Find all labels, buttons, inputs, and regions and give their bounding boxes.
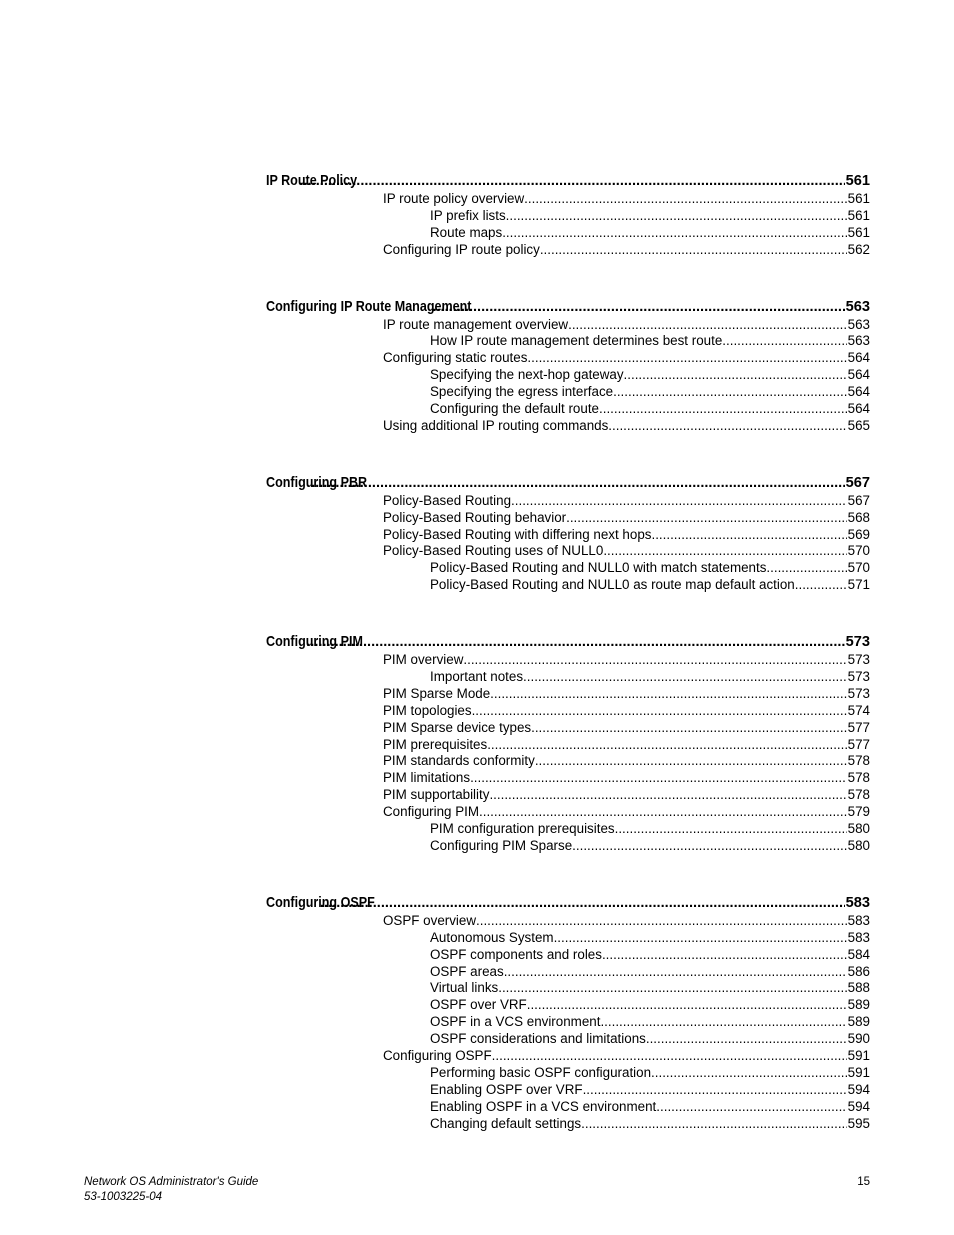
toc-subsection-entry[interactable]	[266, 384, 870, 401]
dot-leader	[613, 384, 847, 401]
toc-entry-page: 573	[847, 669, 870, 685]
dot-leader	[523, 669, 847, 686]
dot-leader	[472, 703, 847, 720]
toc-entry-title: OSPF overview	[383, 912, 477, 928]
toc-entry-page: 564	[847, 350, 870, 366]
toc-entry-title: Changing default settings	[430, 1115, 582, 1131]
toc-entry-title: IP route management overview	[383, 316, 569, 332]
dot-leader	[795, 577, 847, 594]
toc-entry-title: IP prefix lists	[430, 207, 506, 223]
toc-entry-title: PIM supportability	[383, 787, 490, 803]
toc-chapter	[266, 297, 870, 435]
toc-section-entry[interactable]	[266, 720, 870, 737]
toc-chapter-title: Configuring IP Route Management	[266, 298, 472, 315]
toc-entry-title: PIM configuration prerequisites	[430, 821, 615, 837]
dot-leader	[527, 997, 847, 1014]
toc-subsection-entry[interactable]	[266, 401, 870, 418]
toc-entry-title: OSPF in a VCS environment	[430, 1014, 601, 1030]
toc-entry-page: 590	[847, 1031, 870, 1047]
toc-subsection-entry[interactable]	[266, 1082, 870, 1099]
toc-entry-title: Configuring static routes	[383, 350, 528, 366]
dot-leader	[306, 632, 844, 652]
toc-subsection-entry[interactable]	[266, 225, 870, 242]
dot-leader	[651, 527, 846, 544]
dot-leader	[600, 1014, 846, 1031]
toc-entry-page: 584	[847, 946, 870, 962]
toc-subsection-entry[interactable]	[266, 1014, 870, 1031]
toc-entry-title: IP route policy overview	[383, 191, 525, 206]
dot-leader	[502, 225, 846, 242]
toc-subsection-entry[interactable]	[266, 947, 870, 964]
toc-entry-page: 563	[847, 333, 870, 349]
toc-subsection-entry[interactable]	[266, 1099, 870, 1116]
toc-subsection-entry[interactable]	[266, 930, 870, 947]
toc-entry-title: Specifying the next-hop gateway	[430, 367, 624, 383]
toc-entry-page: 586	[847, 963, 870, 979]
toc-entry-page: 573	[847, 685, 870, 701]
toc-section-entry[interactable]	[266, 770, 870, 787]
toc-section-entry[interactable]	[266, 737, 870, 754]
dot-leader	[540, 242, 847, 259]
dot-leader	[581, 1116, 847, 1133]
toc-entry-title: PIM standards conformity	[383, 753, 535, 769]
dot-leader	[487, 737, 846, 754]
toc-entry-page: 589	[847, 997, 870, 1013]
toc-entry-page: 561	[847, 191, 870, 206]
toc-chapter-heading[interactable]	[266, 171, 870, 191]
toc-entry-page: 568	[847, 509, 870, 525]
toc-subsection-entry[interactable]	[266, 577, 870, 594]
toc-entry-title: Configuring IP route policy	[383, 241, 540, 257]
dot-leader	[524, 191, 846, 208]
toc-subsection-entry[interactable]	[266, 838, 870, 855]
toc-entry-page: 589	[847, 1014, 870, 1030]
toc-subsection-entry[interactable]	[266, 964, 870, 981]
dot-leader	[572, 838, 846, 855]
toc-entry-page: 563	[847, 316, 870, 332]
dot-leader	[490, 686, 846, 703]
toc-subsection-entry[interactable]	[266, 333, 870, 350]
dot-leader	[476, 913, 847, 930]
toc-subsection-entry[interactable]	[266, 367, 870, 384]
dot-leader	[300, 171, 845, 191]
dot-leader	[583, 1082, 847, 1099]
toc-section-entry[interactable]	[266, 913, 870, 930]
dot-leader	[432, 297, 844, 317]
toc-entry-page: 570	[847, 560, 870, 576]
toc-section-entry[interactable]	[266, 527, 870, 544]
toc-section-entry[interactable]	[266, 191, 870, 208]
toc-entry-page: 570	[847, 543, 870, 559]
toc-entry-page: 579	[847, 804, 870, 820]
toc-section-entry[interactable]	[266, 350, 870, 367]
toc-entry-page: 562	[847, 241, 870, 257]
toc-section-entry[interactable]	[266, 652, 870, 669]
toc-entry-title: OSPF over VRF	[430, 997, 527, 1013]
toc-entry-title: PIM Sparse Mode	[383, 685, 491, 701]
toc-entry-page: 591	[847, 1064, 870, 1080]
toc-subsection-entry[interactable]	[266, 208, 870, 225]
dot-leader	[479, 804, 847, 821]
dot-leader	[651, 1065, 847, 1082]
toc-chapter	[266, 171, 870, 259]
toc-chapter-title: Configuring PIM	[266, 634, 363, 651]
dot-leader	[624, 367, 847, 384]
toc-chapter-page: 561	[845, 173, 870, 189]
toc-chapter-page: 573	[845, 634, 870, 651]
toc-entry-title: Policy-Based Routing	[383, 492, 512, 508]
toc-entry-title: Route maps	[430, 224, 503, 240]
toc-chapter-heading[interactable]	[266, 632, 870, 652]
toc-section-entry[interactable]	[266, 418, 870, 435]
toc-entry-page: 573	[847, 652, 870, 668]
toc-subsection-entry[interactable]	[266, 560, 870, 577]
toc-entry-page: 571	[847, 577, 870, 593]
toc-entry-page: 594	[847, 1081, 870, 1097]
toc-entry-title: Policy-Based Routing behavior	[383, 509, 567, 525]
toc-entry-title: PIM prerequisites	[383, 736, 488, 752]
dot-leader	[722, 333, 846, 350]
dot-leader	[615, 821, 847, 838]
toc-entry-title: Autonomous System	[430, 929, 554, 945]
toc-entry-title: Enabling OSPF in a VCS environment	[430, 1098, 657, 1114]
toc-section-entry[interactable]	[266, 703, 870, 720]
toc-entry-page: 565	[847, 417, 870, 433]
toc-entry-title: OSPF areas	[430, 963, 504, 979]
toc-entry-page: 580	[847, 821, 870, 837]
toc-subsection-entry[interactable]	[266, 821, 870, 838]
toc-entry-page: 583	[847, 929, 870, 945]
toc-entry-title: Policy-Based Routing and NULL0 with match statements	[430, 560, 767, 576]
toc-entry-page: 578	[847, 753, 870, 769]
toc-subsection-entry[interactable]	[266, 980, 870, 997]
toc-section-entry[interactable]	[266, 686, 870, 703]
toc-entry-page: 595	[847, 1115, 870, 1131]
toc-entry-title: PIM overview	[383, 652, 464, 668]
toc-chapter-heading[interactable]	[266, 473, 870, 493]
toc-chapter-page: 563	[845, 298, 870, 315]
toc-entry-title: Configuring OSPF	[383, 1047, 492, 1063]
toc-entry-title: Specifying the egress interface	[430, 384, 614, 400]
toc-entry-title: Configuring PIM Sparse	[430, 837, 573, 853]
dot-leader	[531, 720, 847, 737]
toc-section-entry[interactable]	[266, 317, 870, 334]
toc-chapter-title: Configuring PBR	[266, 474, 368, 491]
toc-section-entry[interactable]	[266, 804, 870, 821]
toc-entry-title: PIM topologies	[383, 702, 472, 718]
toc-section-entry[interactable]	[266, 493, 870, 510]
toc-entry-title: Performing basic OSPF configuration	[430, 1064, 652, 1080]
toc-entry-page: 594	[847, 1098, 870, 1114]
toc-entry-title: PIM limitations	[383, 770, 471, 786]
toc-entry-page: 588	[847, 980, 870, 996]
toc-chapter-title: IP Route Policy	[266, 173, 358, 189]
dot-leader	[320, 893, 845, 913]
dot-leader	[602, 947, 847, 964]
toc-entry-title: Using additional IP routing commands	[383, 417, 609, 433]
toc-entry-page: 564	[847, 384, 870, 400]
toc-entry-page: 578	[847, 787, 870, 803]
dot-leader	[608, 418, 846, 435]
toc-chapter-title: Configuring OSPF	[266, 894, 375, 911]
dot-leader	[554, 930, 847, 947]
dot-leader	[489, 787, 846, 804]
toc-entry-page: 561	[847, 224, 870, 240]
toc-entry-page: 577	[847, 719, 870, 735]
toc-subsection-entry[interactable]	[266, 997, 870, 1014]
dot-leader	[463, 652, 846, 669]
toc-section-entry[interactable]	[266, 543, 870, 560]
dot-leader	[646, 1031, 847, 1048]
toc-section-entry[interactable]	[266, 510, 870, 527]
toc-entry-title: Policy-Based Routing uses of NULL0	[383, 543, 604, 559]
toc-chapter	[266, 632, 870, 855]
toc-chapter	[266, 893, 870, 1133]
toc-entry-page: 569	[847, 526, 870, 542]
toc-chapter-page: 583	[845, 894, 870, 911]
toc-chapter-heading[interactable]	[266, 893, 870, 913]
toc-entry-title: How IP route management determines best route	[430, 333, 723, 349]
toc-entry-page: 578	[847, 770, 870, 786]
toc-entry-title: OSPF considerations and limitations	[430, 1031, 646, 1047]
dot-leader	[511, 493, 847, 510]
toc-chapter	[266, 473, 870, 594]
table-of-contents	[266, 171, 870, 1132]
page-footer	[84, 1175, 870, 1205]
dot-leader	[311, 473, 845, 493]
dot-leader	[504, 964, 847, 981]
toc-section-entry[interactable]	[266, 242, 870, 259]
toc-entry-page: 583	[847, 912, 870, 928]
footer-doc-number: 53-1003225-04	[84, 1191, 163, 1203]
dot-leader	[498, 980, 846, 997]
toc-subsection-entry[interactable]	[266, 1065, 870, 1082]
footer-page-number: 15	[857, 1176, 870, 1188]
toc-entry-page: 577	[847, 736, 870, 752]
dot-leader	[535, 753, 847, 770]
dot-leader	[568, 317, 847, 334]
toc-entry-page: 561	[847, 207, 870, 223]
toc-entry-title: Policy-Based Routing with differing next hops	[383, 526, 652, 542]
toc-entry-title: Configuring PIM	[383, 804, 480, 820]
dot-leader	[527, 350, 846, 367]
toc-entry-title: Virtual links	[430, 980, 499, 996]
dot-leader	[492, 1048, 847, 1065]
toc-entry-title: PIM Sparse device types	[383, 719, 532, 735]
toc-entry-page: 580	[847, 837, 870, 853]
toc-section-entry[interactable]	[266, 787, 870, 804]
toc-chapter-heading[interactable]	[266, 297, 870, 317]
dot-leader	[470, 770, 847, 787]
toc-entry-page: 567	[847, 492, 870, 508]
dot-leader	[766, 560, 846, 577]
toc-entry-page: 591	[847, 1047, 870, 1063]
toc-entry-title: Enabling OSPF over VRF	[430, 1081, 583, 1097]
toc-entry-title: Policy-Based Routing and NULL0 as route map default action	[430, 577, 795, 593]
toc-subsection-entry[interactable]	[266, 669, 870, 686]
toc-section-entry[interactable]	[266, 1048, 870, 1065]
dot-leader	[603, 543, 846, 560]
toc-chapter-page: 567	[845, 474, 870, 491]
dot-leader	[656, 1099, 846, 1116]
toc-entry-page: 564	[847, 401, 870, 417]
toc-entry-title: Configuring the default route	[430, 401, 599, 417]
toc-subsection-entry[interactable]	[266, 1116, 870, 1133]
toc-entry-title: Important notes	[430, 669, 524, 685]
dot-leader	[506, 208, 847, 225]
dot-leader	[566, 510, 847, 527]
toc-section-entry[interactable]	[266, 753, 870, 770]
toc-entry-page: 574	[847, 702, 870, 718]
toc-subsection-entry[interactable]	[266, 1031, 870, 1048]
footer-doc-title: Network OS Administrator's Guide	[84, 1176, 259, 1188]
toc-entry-title: OSPF components and roles	[430, 946, 602, 962]
dot-leader	[599, 401, 847, 418]
toc-entry-page: 564	[847, 367, 870, 383]
